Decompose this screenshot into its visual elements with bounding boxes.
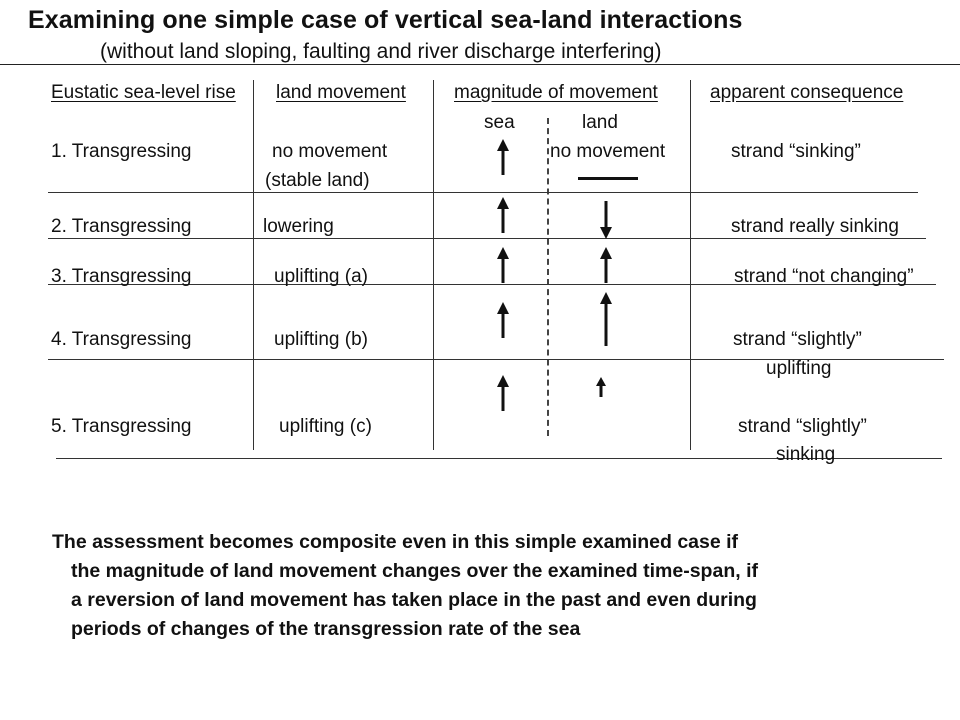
assessment-note xyxy=(52,528,932,644)
row5-land-small-up-arrow-icon xyxy=(595,377,607,397)
row4-consequence: strand “slightly” xyxy=(733,329,862,350)
row3-eustatic: 3. Transgressing xyxy=(51,266,192,287)
row1-land-magnitude: no movement xyxy=(550,141,666,162)
column-divider-1 xyxy=(253,80,254,450)
row2-eustatic: 2. Transgressing xyxy=(51,216,192,237)
note-line-4: periods of changes of the transgression rate of the sea xyxy=(71,618,581,640)
header-eustatic: Eustatic sea-level rise xyxy=(51,82,236,103)
row2-consequence: strand really sinking xyxy=(731,216,899,237)
row5-sea-up-arrow-icon xyxy=(496,375,510,411)
header-magnitude: magnitude of movement xyxy=(454,82,658,103)
note-line-1: The assessment becomes composite even in this simple examined case if xyxy=(52,531,739,553)
row5-consequence: strand “slightly” xyxy=(738,416,867,437)
row4-eustatic: 4. Transgressing xyxy=(51,329,192,350)
row1-eustatic: 1. Transgressing xyxy=(51,141,192,162)
row4-consequence-cont: uplifting xyxy=(766,358,832,379)
subheader-sea: sea xyxy=(484,112,515,133)
row1-land-movement: no movement xyxy=(272,141,388,162)
row1-land-movement-note: (stable land) xyxy=(265,170,370,191)
row1-sea-up-arrow-icon xyxy=(496,139,510,175)
note-line-2: the magnitude of land movement changes over the examined time-span, if xyxy=(71,560,758,582)
slide-subtitle: (without land sloping, faulting and river discharge interfering) xyxy=(100,40,662,63)
row1-consequence: strand “sinking” xyxy=(731,141,861,162)
header-land-movement: land movement xyxy=(276,82,406,103)
row5-land-movement: uplifting (c) xyxy=(279,416,372,437)
row-divider-2 xyxy=(48,238,926,239)
row5-eustatic: 5. Transgressing xyxy=(51,416,192,437)
row3-consequence: strand “not changing” xyxy=(734,266,914,287)
subheader-land: land xyxy=(582,112,618,133)
row3-sea-up-arrow-icon xyxy=(496,247,510,283)
row4-sea-up-arrow-icon xyxy=(496,302,510,338)
row3-land-up-arrow-icon xyxy=(599,247,613,283)
row1-no-movement-bar xyxy=(578,177,638,180)
row3-land-movement: uplifting (a) xyxy=(274,266,368,287)
note-line-3: a reversion of land movement has taken place in the past and even during xyxy=(71,589,757,611)
slide-title: Examining one simple case of vertical sea-land interactions xyxy=(28,6,743,34)
column-divider-3 xyxy=(690,80,691,450)
row4-land-movement: uplifting (b) xyxy=(274,329,368,350)
title-divider xyxy=(0,64,960,65)
column-divider-2 xyxy=(433,80,434,450)
sea-land-dashed-divider xyxy=(547,118,549,436)
row-divider-1 xyxy=(48,192,918,193)
header-consequence: apparent consequence xyxy=(710,82,904,103)
row5-consequence-cont: sinking xyxy=(776,444,836,465)
row2-sea-up-arrow-icon xyxy=(496,197,510,233)
row4-land-up-arrow-icon xyxy=(599,292,613,346)
row2-land-movement: lowering xyxy=(263,216,334,237)
row2-land-down-arrow-icon xyxy=(599,201,613,239)
